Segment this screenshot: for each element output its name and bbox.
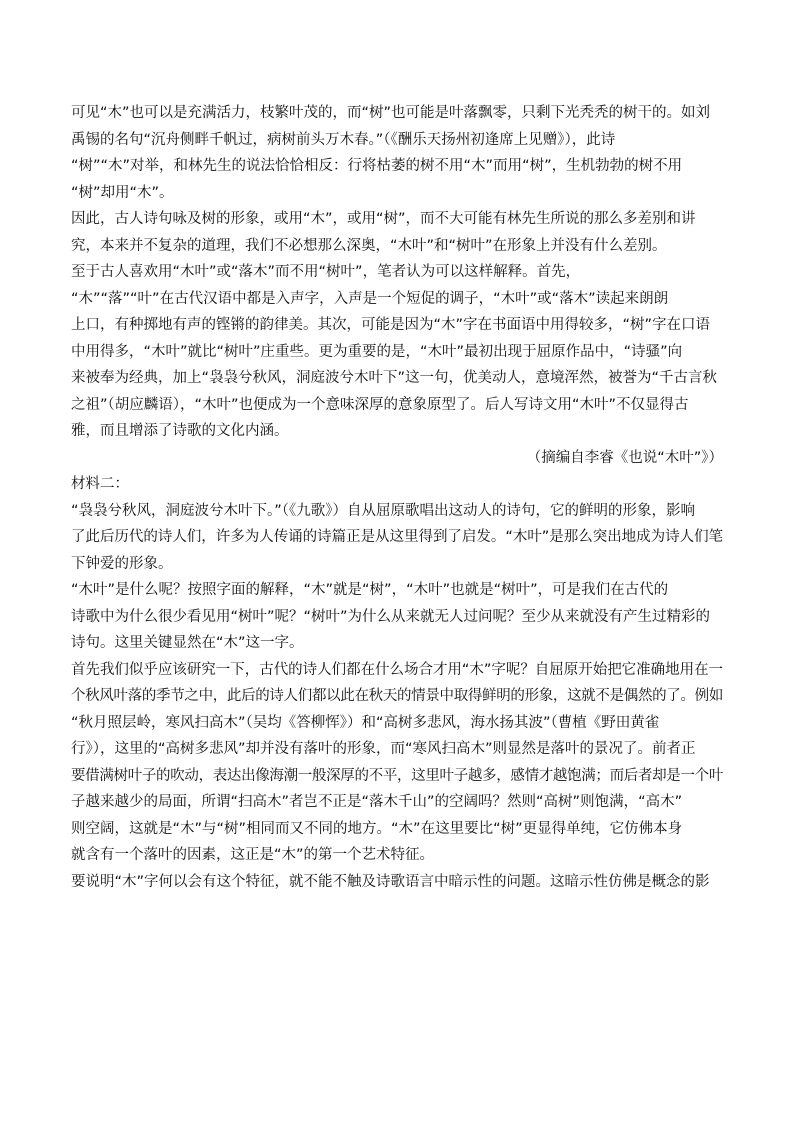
text-line: “树”却用“木”。 [71,184,174,201]
text-line: 下钟爱的形象。 [71,555,173,572]
text-line: 至于古人喜欢用“木叶”或“落木”而不用“树叶”，笔者认为可以这样解释。首先， [71,264,581,280]
text-line: 要说明“木”字何以会有这个特征，就不能不触及诗歌语言中暗示性的问题。这暗示性仿佛是概念的影 [71,873,710,890]
text-line: 来被奉为经典，加上“袅袅兮秋风，洞庭波兮木叶下”这一句，优美动人，意境浑然，被誉为“千古言秋 [71,370,718,386]
document-body [71,100,723,895]
text-line: 禹锡的名句“沉舟侧畔千帆过，病树前头万木春。”（《酬乐天扬州初逢席上见赠》），此诗 [71,131,616,148]
text-line: 究，本来并不复杂的道理，我们不必想那么深奥，“木叶”和“树叶”在形象上并没有什么差别。 [71,237,667,254]
text-line: 诗句。这里关键显然在“木”这一字。 [71,635,304,651]
text-line: 子越来越少的局面，所谓“扫高木”者岂不正是“落木千山”的空阔吗？然则“高树”则饱满，“高木” [71,794,683,810]
section-heading: 材料二： [71,476,129,492]
text-line: “秋月照层岭，寒风扫高木”（吴均《答柳恽》）和“高树多悲风，海水扬其波”（曹植《野田黄雀 [71,714,660,731]
text-line: 首先我们似乎应该研究一下，古代的诗人们都在什么场合才用“木”字呢？自屈原开始把它准确地用在一 [71,661,724,678]
text-line: 要借满树叶子的吹动，表达出像海潮一般深厚的不平，这里叶子越多，感情才越饱满；而后者却是一个叶 [71,767,723,784]
text-line: 雅，而且增添了诗歌的文化内涵。 [71,423,289,439]
text-line: “木”“落”“叶”在古代汉语中都是入声字，入声是一个短促的调子，“木叶”或“落木”读起来朗朗 [71,290,669,307]
text-line: 因此，古人诗句咏及树的形象，或用“木”，或用“树”，而不大可能有林先生所说的那么多差别和讲 [71,211,696,227]
text-line: 则空阔，这就是“木”与“树”相同而又不同的地方。“木”在这里要比“树”更显得单纯，它仿佛本身 [71,820,683,837]
text-line: “树”“木”对举，和林先生的说法恰恰相反：行将枯萎的树不用“木”而用“树”，生机勃勃的树不用 [71,158,683,174]
text-line: 中用得多，“木叶”就比“树叶”庄重些。更为重要的是，“木叶”最初出现于屈原作品中，“诗骚”向 [71,343,683,360]
text-line: 上口，有种掷地有声的铿锵的韵律美。其次，可能是因为“木”字在书面语中用得较多，“树”字在口语 [71,317,711,333]
text-line: “袅袅兮秋风，洞庭波兮木叶下。”（《九歌》）自从屈原歌唱出这动人的诗句，它的鲜明的形象，影响 [71,502,696,519]
text-line: 诗歌中为什么很少看见用“树叶”呢？“树叶”为什么从来就无人过问呢？至少从来就没有产生过精彩的 [71,608,711,625]
source-citation: （摘编自李睿《也说“木叶”》） [526,449,723,466]
text-line: 了此后历代的诗人们，许多为人传诵的诗篇正是从这里得到了启发。“木叶”是那么突出地成为诗人们笔 [71,529,724,545]
text-line: “木叶”是什么呢？按照字面的解释，“木”就是“树”，“木叶”也就是“树叶”，可是我们在古代的 [71,582,669,598]
text-line: 就含有一个落叶的因素，这正是“木”的第一个艺术特征。 [71,847,435,863]
text-line: 个秋风叶落的季节之中，此后的诗人们都以此在秋天的情景中取得鲜明的形象，这就不是偶然的了。例如 [71,688,723,704]
text-line: 可见“木”也可以是充满活力，枝繁叶茂的，而“树”也可能是叶落飘零，只剩下光秃秃的树干的。如刘 [71,105,711,121]
text-line: 之祖”（胡应麟语），“木叶”也便成为一个意味深厚的意象原型了。后人写诗文用“木叶”不仅显得古 [71,396,689,413]
text-line: 行》），这里的“高树多悲风”却并没有落叶的形象，而“寒风扫高木”则显然是落叶的景况了。前者正 [71,741,696,757]
